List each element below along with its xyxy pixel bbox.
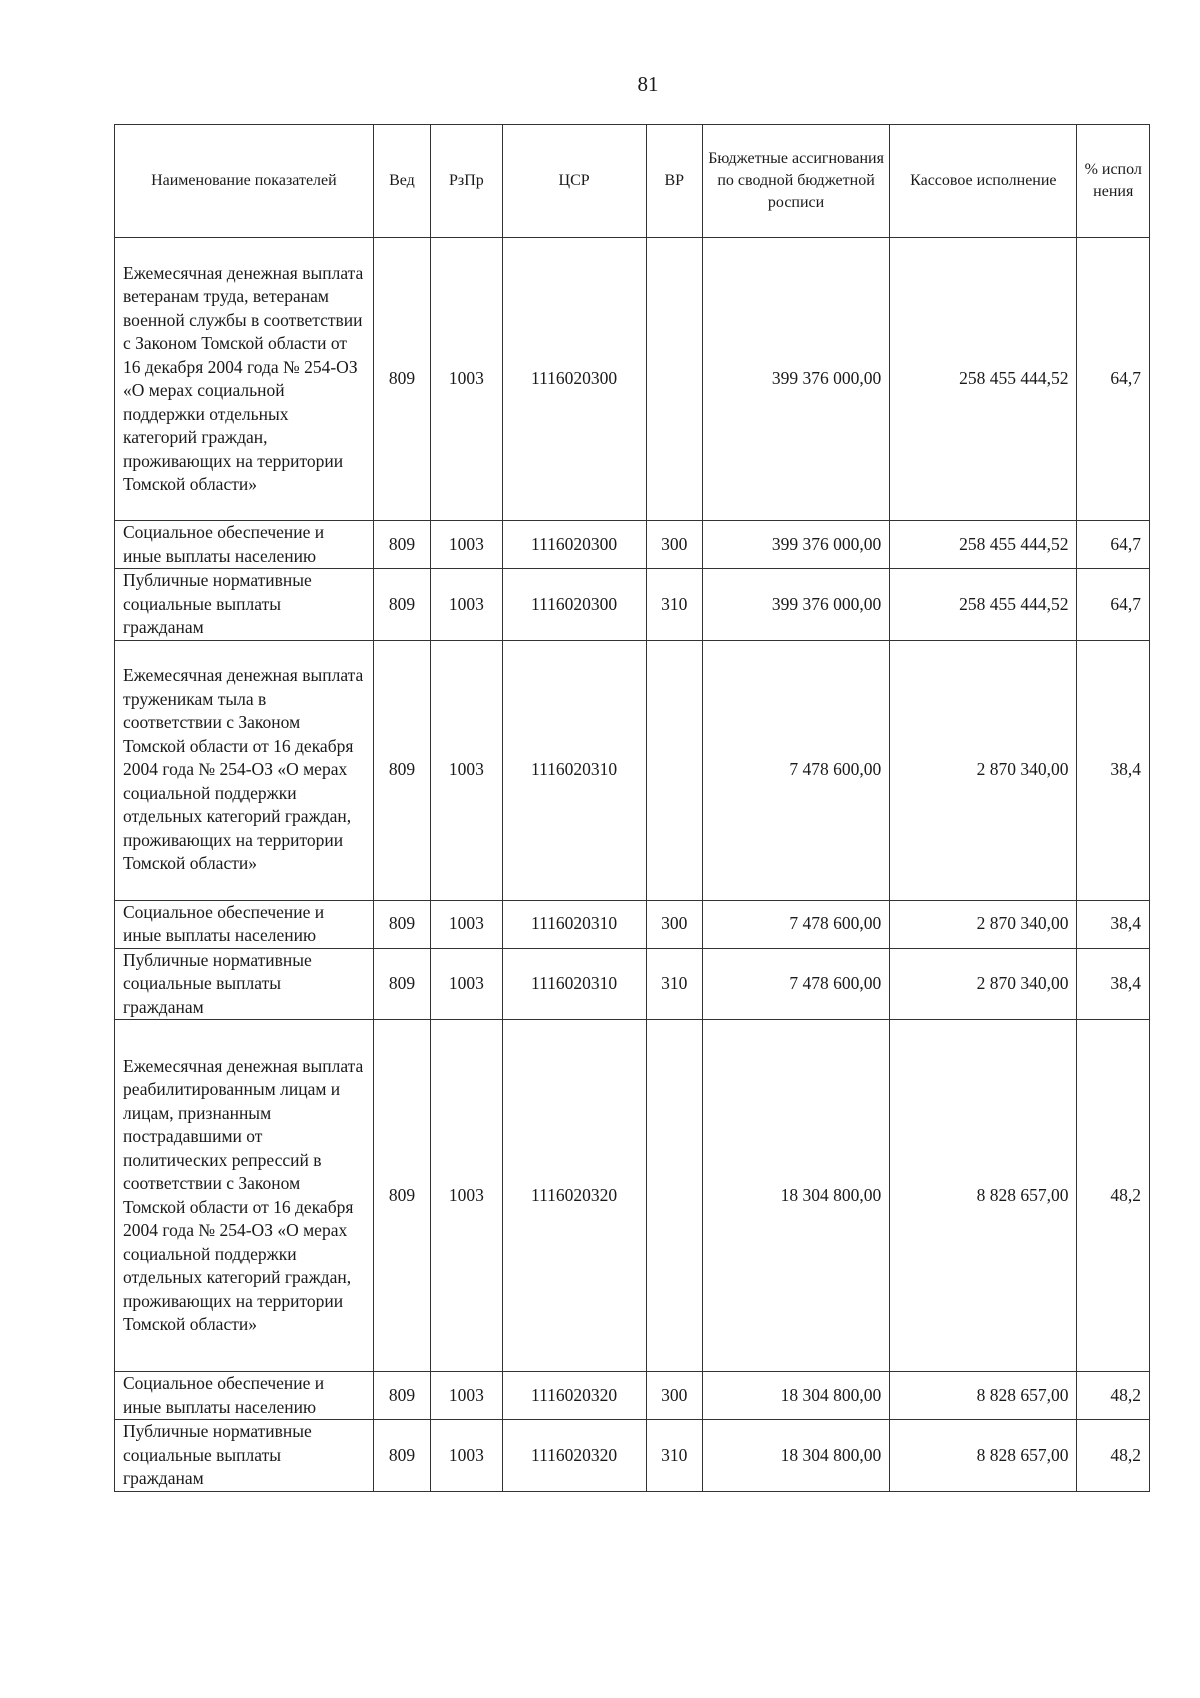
row-csr: 1116020320 [502,1020,646,1372]
row-pct: 38,4 [1077,640,1150,900]
row-name: Ежемесячная денежная выплата ветеранам труда, ветеранам военной службы в соответствии с Законом Томской области от 16 декабря 2004 года № 254-ОЗ «О мерах социальной поддержки отдельных категорий граждан, проживающих на территории Томской области» [115,238,374,521]
header-vr: ВР [646,125,702,238]
row-ved: 809 [373,1420,430,1492]
row-cash: 258 455 444,52 [890,569,1077,641]
row-vr: 300 [646,1372,702,1420]
row-csr: 1116020300 [502,238,646,521]
row-vr: 310 [646,948,702,1020]
table-header-row [115,125,1150,238]
row-budget: 399 376 000,00 [702,569,889,641]
row-csr: 1116020320 [502,1420,646,1492]
row-cash: 8 828 657,00 [890,1020,1077,1372]
row-vr: 300 [646,900,702,948]
row-csr: 1116020310 [502,948,646,1020]
page-number: 81 [637,72,659,96]
row-rzpr: 1003 [431,521,502,569]
row-cash: 8 828 657,00 [890,1372,1077,1420]
row-budget: 399 376 000,00 [702,521,889,569]
row-vr [646,640,702,900]
row-budget: 7 478 600,00 [702,640,889,900]
row-pct: 48,2 [1077,1420,1150,1492]
table-row [115,948,1150,1020]
row-budget: 18 304 800,00 [702,1372,889,1420]
row-ved: 809 [373,640,430,900]
row-name: Ежемесячная денежная выплата реабилитированным лицам и лицам, признанным пострадавшими от политических репрессий в соответствии с Законом Томской области от 16 декабря 2004 года № 254-ОЗ «О мерах социальной поддержки отдельных категорий граждан, проживающих на территории Томской области» [115,1020,374,1372]
row-pct: 64,7 [1077,569,1150,641]
row-rzpr: 1003 [431,1372,502,1420]
row-pct: 38,4 [1077,900,1150,948]
row-vr [646,238,702,521]
row-csr: 1116020310 [502,900,646,948]
row-name: Социальное обеспечение и иные выплаты населению [115,900,374,948]
row-cash: 258 455 444,52 [890,521,1077,569]
row-vr: 300 [646,521,702,569]
row-ved: 809 [373,948,430,1020]
row-rzpr: 1003 [431,1420,502,1492]
table-row [115,569,1150,641]
row-rzpr: 1003 [431,569,502,641]
table-row [115,640,1150,900]
header-pct: % испол нения [1077,125,1150,238]
row-rzpr: 1003 [431,640,502,900]
row-csr: 1116020300 [502,521,646,569]
header-cash: Кассовое исполнение [890,125,1077,238]
row-name: Социальное обеспечение и иные выплаты населению [115,1372,374,1420]
row-csr: 1116020300 [502,569,646,641]
header-csr: ЦСР [502,125,646,238]
row-ved: 809 [373,1372,430,1420]
row-ved: 809 [373,238,430,521]
row-pct: 64,7 [1077,238,1150,521]
row-pct: 64,7 [1077,521,1150,569]
row-rzpr: 1003 [431,900,502,948]
row-ved: 809 [373,521,430,569]
row-name: Публичные нормативные социальные выплаты гражданам [115,569,374,641]
row-pct: 38,4 [1077,948,1150,1020]
row-ved: 809 [373,1020,430,1372]
budget-execution-table [114,124,1150,1492]
row-rzpr: 1003 [431,948,502,1020]
header-budget: Бюджетные ассигнования по сводной бюджетной росписи [702,125,889,238]
header-rzpr: РзПр [431,125,502,238]
table-row [115,1020,1150,1372]
row-budget: 7 478 600,00 [702,900,889,948]
row-budget: 18 304 800,00 [702,1020,889,1372]
table-row [115,238,1150,521]
row-budget: 7 478 600,00 [702,948,889,1020]
row-csr: 1116020320 [502,1372,646,1420]
row-rzpr: 1003 [431,1020,502,1372]
row-csr: 1116020310 [502,640,646,900]
row-cash: 2 870 340,00 [890,948,1077,1020]
row-name: Публичные нормативные социальные выплаты гражданам [115,1420,374,1492]
header-ved: Вед [373,125,430,238]
row-ved: 809 [373,900,430,948]
row-ved: 809 [373,569,430,641]
row-cash: 8 828 657,00 [890,1420,1077,1492]
row-vr [646,1020,702,1372]
row-cash: 2 870 340,00 [890,900,1077,948]
row-vr: 310 [646,569,702,641]
table-row [115,1372,1150,1420]
row-name: Ежемесячная денежная выплата труженикам тыла в соответствии с Законом Томской области от 16 декабря 2004 года № 254-ОЗ «О мерах социальной поддержки отдельных категорий граждан, проживающих на территории Томской области» [115,640,374,900]
table-row [115,1420,1150,1492]
row-budget: 18 304 800,00 [702,1420,889,1492]
row-pct: 48,2 [1077,1372,1150,1420]
table-row [115,900,1150,948]
row-rzpr: 1003 [431,238,502,521]
row-cash: 2 870 340,00 [890,640,1077,900]
row-cash: 258 455 444,52 [890,238,1077,521]
table-row [115,521,1150,569]
header-name: Наименование показателей [115,125,374,238]
row-pct: 48,2 [1077,1020,1150,1372]
row-vr: 310 [646,1420,702,1492]
row-name: Публичные нормативные социальные выплаты гражданам [115,948,374,1020]
row-budget: 399 376 000,00 [702,238,889,521]
row-name: Социальное обеспечение и иные выплаты населению [115,521,374,569]
